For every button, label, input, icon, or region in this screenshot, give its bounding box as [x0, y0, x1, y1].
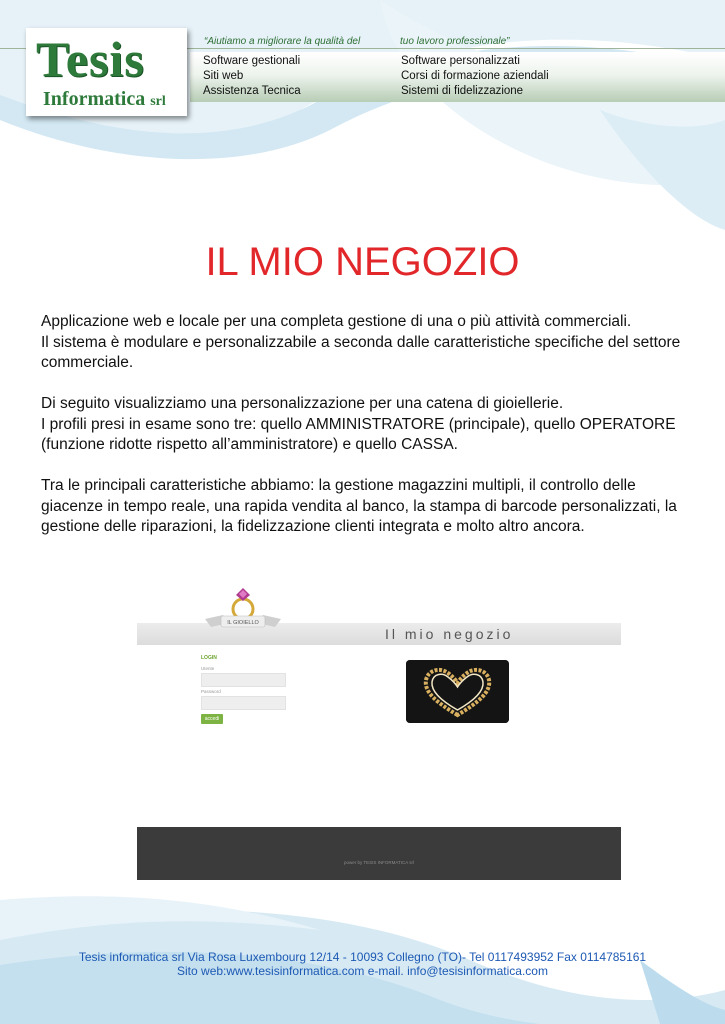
paragraph-line: giacenze in tempo reale, una rapida vendita al banco, la stampa di barcode personalizzati, la [41, 497, 677, 515]
service-item: Software gestionali [203, 55, 301, 67]
jewelry-heart-image [406, 660, 509, 723]
app-footer [137, 827, 621, 880]
service-item: Siti web [203, 70, 244, 82]
paragraph-line: gestione delle riparazioni, la fidelizzazione clienti integrata e molto altro ancora. [41, 518, 585, 535]
paragraph-line: (funzione ridotte rispetto all’amministratore) e quello CASSA. [41, 436, 458, 453]
username-label: Utente [201, 666, 215, 671]
paragraph-features [41, 476, 701, 538]
paragraph-line: Applicazione web e locale per una completa gestione di una o più attività commerciali. [41, 313, 632, 330]
logo-wordmark: Tesis [36, 31, 145, 87]
footer-contacts: Sito web:www.tesisinformatica.com e-mail. info@tesisinformatica.com [177, 964, 548, 978]
logo-srl: srl [150, 94, 166, 109]
login-button[interactable]: accedi [201, 714, 223, 724]
ring-logo-banner: IL GIOIELLO [227, 620, 259, 626]
motto-left: “Aiutiamo a migliorare la qualità del [204, 36, 361, 47]
paragraph-line: commerciale. [41, 354, 134, 371]
paragraph-line: Di seguito visualizziamo una personalizzazione per una catena di gioiellerie. [41, 395, 564, 412]
username-input[interactable] [201, 673, 286, 687]
services-right [401, 54, 549, 99]
services-left [203, 54, 301, 99]
service-item: Assistenza Tecnica [203, 85, 301, 97]
password-input[interactable] [201, 696, 286, 710]
page-title: IL MIO NEGOZIO [205, 240, 520, 284]
paragraph-intro [41, 312, 701, 374]
password-label: Password [201, 689, 221, 694]
app-screenshot [137, 585, 621, 880]
paragraph-profiles [41, 394, 701, 456]
app-title: Il mio negozio [385, 626, 514, 642]
paragraph-line: I profili presi in esame sono tre: quello AMMINISTRATORE (principale), quello OPERATORE [41, 415, 676, 433]
company-logo [26, 28, 187, 116]
login-title: LOGIN [201, 655, 217, 661]
footer-address: Tesis informatica srl Via Rosa Luxembourg 12/14 - 10093 Collegno (TO)- Tel 0117493952 Fax 0114785161 [78, 950, 647, 964]
logo-subtitle [43, 88, 166, 111]
motto-right: tuo lavoro professionale” [400, 36, 510, 47]
ring-logo [203, 587, 283, 637]
paragraph-line: Il sistema è modulare e personalizzabile a seconda dalle caratteristiche specifiche del settore [41, 333, 681, 351]
paragraph-line: Tra le principali caratteristiche abbiamo: la gestione magazzini multipli, il controllo delle [41, 477, 636, 494]
service-item: Sistemi di fidelizzazione [401, 85, 524, 97]
app-footer-text: power by TESIS INFORMATICA srl [343, 860, 415, 865]
service-item: Software personalizzati [401, 55, 520, 67]
logo-subtitle-text: Informatica [43, 88, 146, 110]
service-item: Corsi di formazione aziendali [401, 70, 549, 82]
